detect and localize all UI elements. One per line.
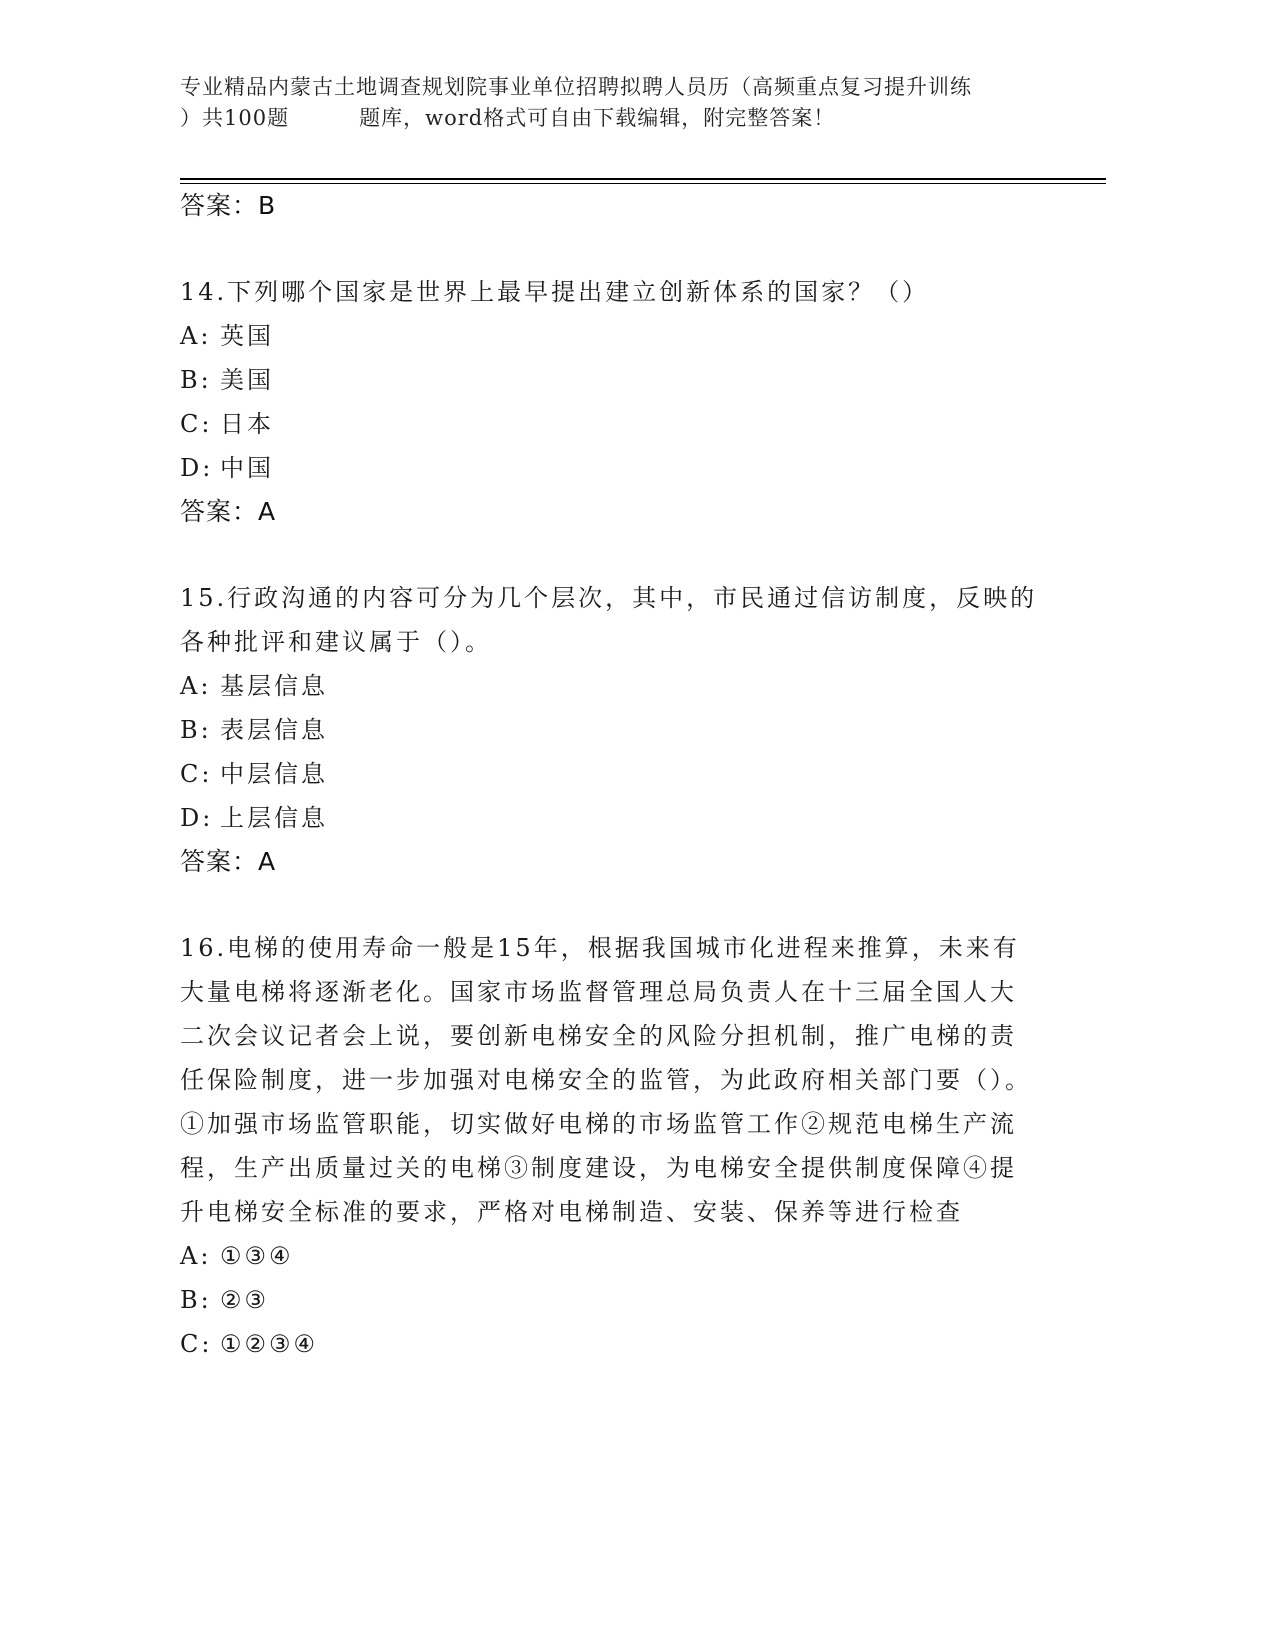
header-line-2-part-b: 题库，word格式可自由下载编辑，附完整答案！ xyxy=(359,106,836,130)
header-line-2-part-a: ）共100题 xyxy=(180,106,290,130)
option-text: 美国 xyxy=(220,366,274,394)
option-text: 上层信息 xyxy=(220,804,328,832)
option-text: 英国 xyxy=(220,322,274,350)
question-15-answer: 答案：A xyxy=(180,847,277,876)
question-15-text: 15.行政沟通的内容可分为几个层次，其中，市民通过信访制度，反映的各种批评和建议属于（）。 xyxy=(180,584,1038,656)
option-letter: C: xyxy=(180,410,213,438)
option-letter: A: xyxy=(180,322,212,350)
spacer xyxy=(180,534,1040,576)
option-text: 表层信息 xyxy=(220,716,328,744)
question-14-option-c xyxy=(180,402,1040,446)
option-letter: D: xyxy=(180,804,214,832)
option-text: 日本 xyxy=(220,410,274,438)
option-text: ①③④ xyxy=(220,1242,294,1270)
question-14-answer: 答案：A xyxy=(180,497,277,526)
option-text: ②③ xyxy=(220,1286,270,1314)
question-15-option-c xyxy=(180,752,1040,796)
previous-answer: 答案：B xyxy=(180,191,277,220)
question-16-text: 16.电梯的使用寿命一般是15年，根据我国城市化进程来推算，未来有大量电梯将逐渐老化。国家市场监督管理总局负责人在十三届全国人大二次会议记者会上说，要创新电梯安全的风险分担机制，推广电梯的责任保险制度，进一步加强对电梯安全的监管，为此政府相关部门要（）。①加强市场监管职能，切实做好电梯的市场监管工作②规范电梯生产流程，生产出质量过关的电梯③制度建设，为电梯安全提供制度保障④提升电梯安全标准的要求，严格对电梯制造、安装、保养等进行检查 xyxy=(180,934,1032,1226)
option-letter: C: xyxy=(180,1330,213,1358)
question-15-option-b xyxy=(180,708,1040,752)
spacer xyxy=(180,228,1040,270)
question-15-option-d xyxy=(180,796,1040,840)
option-letter: A: xyxy=(180,1242,212,1270)
option-text: 基层信息 xyxy=(220,672,328,700)
header-line-1: 专业精品内蒙古土地调查规划院事业单位招聘拟聘人员历（高频重点复习提升训练 xyxy=(180,75,972,99)
question-14-option-a xyxy=(180,314,1040,358)
option-text: ①②③④ xyxy=(220,1330,319,1358)
spacer xyxy=(180,884,1040,926)
option-letter: B: xyxy=(180,1286,212,1314)
question-14-text: 14.下列哪个国家是世界上最早提出建立创新体系的国家？（） xyxy=(180,278,930,306)
header-rule-thick xyxy=(180,178,1106,180)
question-16-option-a xyxy=(180,1234,1040,1278)
option-letter: C: xyxy=(180,760,213,788)
option-text: 中国 xyxy=(220,454,274,482)
option-letter: A: xyxy=(180,672,212,700)
question-16-option-c xyxy=(180,1322,1040,1366)
option-letter: B: xyxy=(180,716,212,744)
question-15-option-a xyxy=(180,664,1040,708)
question-14-option-b xyxy=(180,358,1040,402)
header-line-2 xyxy=(180,103,1080,134)
question-14-option-d xyxy=(180,446,1040,490)
document-body xyxy=(180,184,1040,1366)
question-16-option-b xyxy=(180,1278,1040,1322)
option-letter: B: xyxy=(180,366,212,394)
page-header xyxy=(180,72,1080,134)
option-letter: D: xyxy=(180,454,214,482)
option-text: 中层信息 xyxy=(220,760,328,788)
